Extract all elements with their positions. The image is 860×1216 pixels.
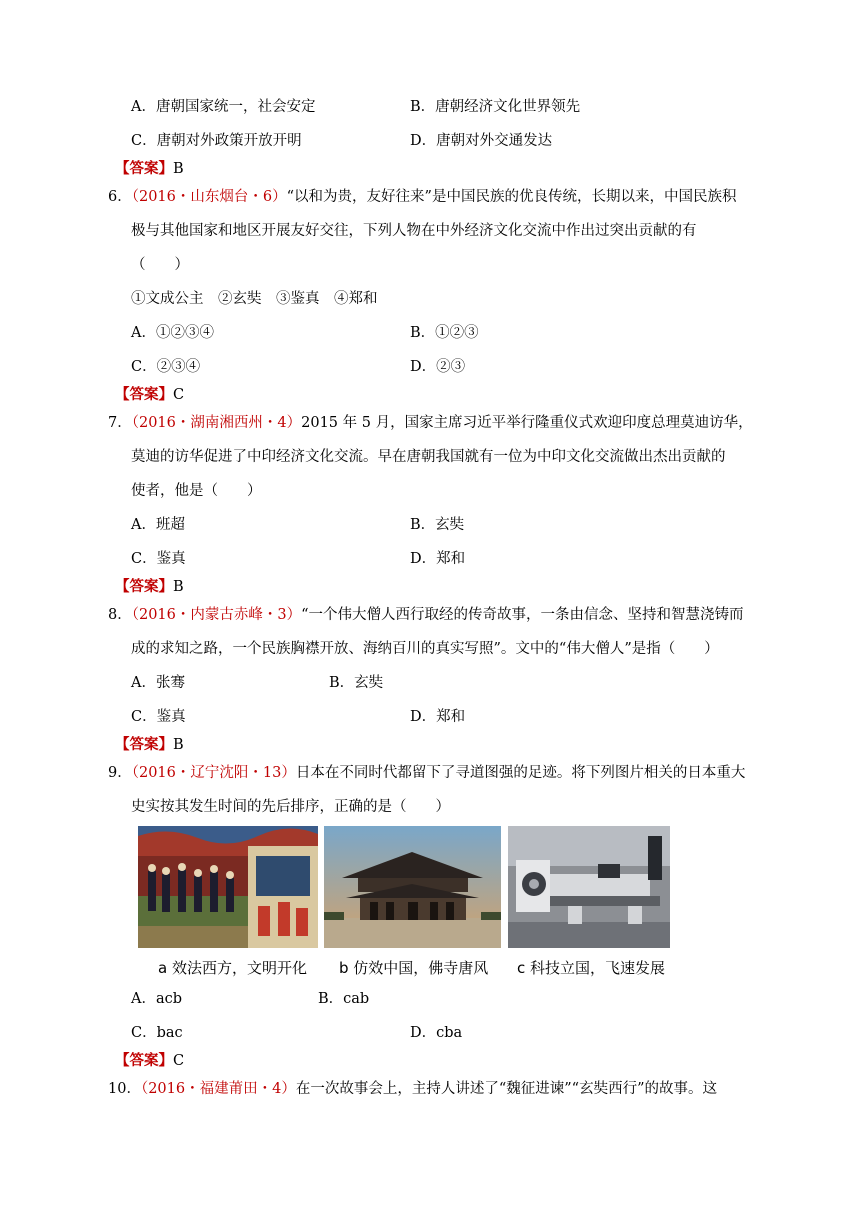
q6-option-b: B．①②③ — [410, 325, 479, 341]
image-a-caption: a 效法西方，文明开化 — [158, 959, 307, 977]
q6-line1: 6．（2016・山东烟台・6）“以和为贵，友好往来”是中国民族的优良传统，长期以来，中国民族积 — [108, 189, 737, 205]
q5-option-a: A．唐朝国家统一，社会安定 — [131, 99, 316, 115]
q6-option-d: D．②③ — [410, 359, 466, 375]
image-a-meiji-painting — [138, 826, 318, 948]
q7-option-a: A．班超 — [131, 517, 185, 533]
q7-option-d: D．郑和 — [410, 551, 466, 567]
q8-answer: 【答案】B — [115, 736, 184, 753]
q7-line1: 7．（2016・湖南湘西州・4）2015 年 5 月，国家主席习近平举行隆重仪式欢迎印度总理莫迪访华， — [108, 415, 753, 431]
q9-option-c: C．bac — [131, 1025, 183, 1041]
q8-line1: 8．（2016・内蒙古赤峰・3）“一个伟大僧人西行取经的传奇故事，一条由信念、坚持和智慧浇铸而 — [108, 607, 744, 623]
q5-option-b: B．唐朝经济文化世界领先 — [410, 99, 581, 115]
q8-source: （2016・内蒙古赤峰・3） — [131, 607, 302, 623]
q5-answer: 【答案】B — [115, 160, 184, 177]
q7-option-b: B．玄奘 — [410, 517, 465, 533]
q6-option-c: C．②③④ — [131, 359, 201, 375]
q8-option-d: D．郑和 — [410, 709, 466, 725]
q7-answer: 【答案】B — [115, 578, 184, 595]
q8-option-b: B．玄奘 — [329, 675, 384, 691]
q5-option-c: C．唐朝对外政策开放开明 — [131, 133, 302, 149]
q6-line2: 极与其他国家和地区开展友好交往，下列人物在中外经济文化交流中作出过突出贡献的有 — [131, 223, 697, 239]
image-c-caption: c 科技立国，飞速发展 — [517, 959, 666, 977]
q7-line3: 使者，他是（ ） — [131, 483, 262, 499]
q6-option-a: A．①②③④ — [131, 325, 214, 341]
q9-option-b: B．cab — [318, 991, 370, 1007]
q6-items: ①文成公主 ②玄奘 ③鉴真 ④郑和 — [131, 291, 378, 307]
q8-line2: 成的求知之路，一个民族胸襟开放、海纳百川的真实写照”。文中的“伟大僧人”是指（ ） — [131, 641, 719, 657]
image-b-temple — [324, 826, 501, 948]
q7-option-c: C．鉴真 — [131, 551, 186, 567]
q7-line2: 莫迪的访华促进了中印经济文化交流。早在唐朝我国就有一位为中印文化交流做出杰出贡献的 — [131, 449, 726, 465]
q5-option-d: D．唐朝对外交通发达 — [410, 133, 553, 149]
q9-answer: 【答案】C — [115, 1052, 185, 1069]
q6-answer: 【答案】C — [115, 386, 185, 403]
q9-source: （2016・辽宁沈阳・13） — [131, 765, 296, 781]
q6-line3: （ ） — [131, 257, 189, 273]
q7-source: （2016・湖南湘西州・4） — [131, 415, 302, 431]
image-b-caption: b 仿效中国，佛寺唐风 — [339, 959, 489, 977]
q10-line1: 10．（2016・福建莆田・4）在一次故事会上，主持人讲述了“魏征进谏”“玄奘西行”的故事。这 — [108, 1081, 717, 1097]
image-c-lathe — [508, 826, 670, 948]
q9-line1: 9．（2016・辽宁沈阳・13）日本在不同时代都留下了寻道图强的足迹。将下列图片相关的日本重大 — [108, 765, 746, 781]
q9-option-d: D．cba — [410, 1025, 463, 1041]
q9-option-a: A．acb — [131, 991, 183, 1007]
q9-line2: 史实按其发生时间的先后排序，正确的是（ ） — [131, 799, 450, 815]
q10-source: （2016・福建莆田・4） — [140, 1081, 296, 1097]
q6-source: （2016・山东烟台・6） — [131, 189, 287, 205]
q8-option-c: C．鉴真 — [131, 709, 186, 725]
q8-option-a: A．张骞 — [131, 675, 185, 691]
